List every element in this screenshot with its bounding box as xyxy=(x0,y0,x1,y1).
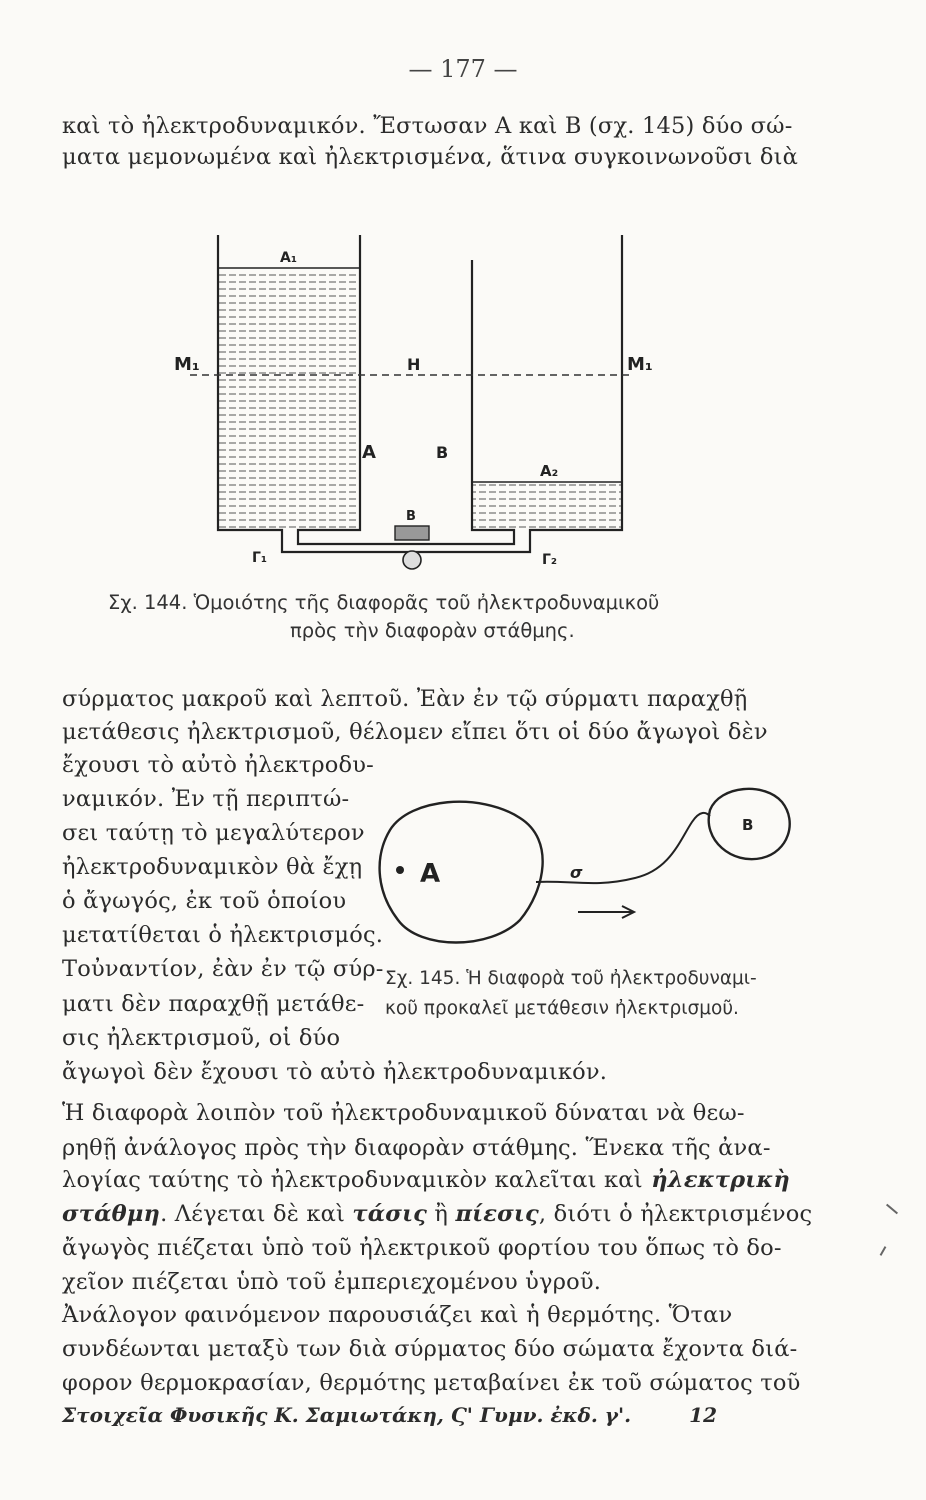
figure-145-caption-line1: Σχ. 145. Ἡ διαφορὰ τοῦ ἠλεκτροδυναμι- xyxy=(385,968,757,989)
term-electric-level-2: στάθμη xyxy=(62,1201,161,1227)
label-conductor-b: Β xyxy=(742,816,754,834)
footer-signature: 12 xyxy=(689,1403,717,1427)
text-line: ναμικόν. Ἐν τῇ περιπτώ- xyxy=(62,786,350,812)
label-a: Α xyxy=(362,442,376,463)
term-electric-level: ἠλεκτρικὴ xyxy=(651,1167,790,1193)
figure-145-conductors xyxy=(370,770,800,960)
text-line: στάθμη. Λέγεται δὲ καὶ τάσις ἢ πίεσις, διότι ὁ ἠλεκτρισμένος xyxy=(62,1201,813,1227)
label-b-valve: Β xyxy=(406,509,416,524)
footer-text: Στοιχεῖα Φυσικῆς Κ. Σαμιωτάκη, Ϛ' Γυμν. ἐκδ. γ'. xyxy=(62,1403,632,1427)
right-vessel-liquid xyxy=(472,482,622,530)
label-m1-left: Μ₁ xyxy=(174,354,200,375)
valve-knob xyxy=(403,551,421,569)
text-line: χεῖον πιέζεται ὑπὸ τοῦ ἐμπεριεχομένου ὑγροῦ. xyxy=(62,1269,602,1295)
text-line: Ἡ διαφορὰ λοιπὸν τοῦ ἠλεκτροδυναμικοῦ δύναται νὰ θεω- xyxy=(62,1100,745,1126)
label-m1-right: Μ₁ xyxy=(627,354,653,375)
label-a2: Α₂ xyxy=(540,462,559,480)
text-line: ἔχουσι τὸ αὐτὸ ἠλεκτροδυ- xyxy=(62,752,374,778)
text-line: μετατίθεται ὁ ἠλεκτρισμός. xyxy=(62,922,384,948)
text-line: σει ταύτῃ τὸ μεγαλύτερον xyxy=(62,820,365,846)
text-line: Τοὐναντίον, ἐὰν ἐν τῷ σύρ- xyxy=(62,956,384,982)
valve-body xyxy=(395,526,429,540)
text-line: ἄγωγοὶ δὲν ἔχουσι τὸ αὐτὸ ἠλεκτροδυναμικόν. xyxy=(62,1059,608,1085)
page-footer xyxy=(62,1403,717,1427)
text-line: σύρματος μακροῦ καὶ λεπτοῦ. Ἐὰν ἐν τῷ σύρματι παραχθῇ xyxy=(62,686,748,712)
figure-144-caption-line2: πρὸς τὴν διαφορὰν στάθμης. xyxy=(290,619,575,642)
conductor-a-dot xyxy=(396,866,404,874)
scan-mark xyxy=(880,1246,887,1256)
text-line: ματα μεμονωμένα καὶ ἠλεκτρισμένα, ἅτινα συγκοινωνοῦσι διὰ xyxy=(62,144,799,170)
label-wire-sigma: σ xyxy=(570,863,583,882)
label-b-script: Β xyxy=(436,443,449,462)
label-g1: Γ₁ xyxy=(252,550,268,566)
label-a1: Α₁ xyxy=(280,250,297,266)
figure-145-caption-line2: κοῦ προκαλεῖ μετάθεσιν ἠλεκτρισμοῦ. xyxy=(385,998,739,1019)
text-line: φορον θερμοκρασίαν, θερμότης μεταβαίνει ἐκ τοῦ σώματος τοῦ xyxy=(62,1370,801,1396)
text-line: ματι δὲν παραχθῇ μετάθε- xyxy=(62,991,365,1017)
text-line: ἄγωγὸς πιέζεται ὑπὸ τοῦ ἠλεκτρικοῦ φορτίου του ὅπως τὸ δο- xyxy=(62,1235,782,1261)
term-pressure: πίεσις xyxy=(455,1201,539,1227)
label-g2: Γ₂ xyxy=(542,552,558,568)
conductor-a-outline xyxy=(380,802,543,943)
text-line: Ἀνάλογον φαινόμενον παρουσιάζει καὶ ἡ θερμότης. Ὅταν xyxy=(62,1302,733,1328)
text-line: ὁ ἄγωγός, ἐκ τοῦ ὁποίου xyxy=(62,888,347,914)
label-h: Η xyxy=(407,355,421,374)
text-line: λογίας ταύτης τὸ ἠλεκτροδυναμικὸν καλεῖται καὶ ἠλεκτρικὴ xyxy=(62,1167,790,1193)
page-number: — 177 — xyxy=(408,55,518,83)
scan-mark xyxy=(886,1204,898,1215)
term-tension: τάσις xyxy=(352,1201,428,1227)
text-line: ρηθῇ ἀνάλογος πρὸς τὴν διαφορὰν στάθμης. Ἕνεκα τῆς ἀνα- xyxy=(62,1135,771,1161)
left-vessel-liquid xyxy=(218,268,360,530)
text-line: ἠλεκτροδυναμικὸν θὰ ἔχῃ xyxy=(62,854,363,880)
text-line: μετάθεσις ἠλεκτρισμοῦ, θέλομεν εἴπει ὅτι οἱ δύο ἄγωγοὶ δὲν xyxy=(62,719,768,745)
text-line: καὶ τὸ ἠλεκτροδυναμικόν. Ἔστωσαν Α καὶ Β (σχ. 145) δύο σώ- xyxy=(62,113,793,139)
figure-144-caption-line1: Σχ. 144. Ὁμοιότης τῆς διαφορᾶς τοῦ ἠλεκτροδυναμικοῦ xyxy=(108,591,660,614)
figure-144-vessels xyxy=(174,230,653,590)
wire xyxy=(536,813,710,883)
text-line: συνδέωνται μεταξὺ των διὰ σύρματος δύο σώματα ἔχοντα διά- xyxy=(62,1336,798,1362)
current-arrow xyxy=(578,906,634,918)
text-line: σις ἠλεκτρισμοῦ, οἱ δύο xyxy=(62,1025,341,1051)
label-conductor-a: Α xyxy=(420,859,441,889)
